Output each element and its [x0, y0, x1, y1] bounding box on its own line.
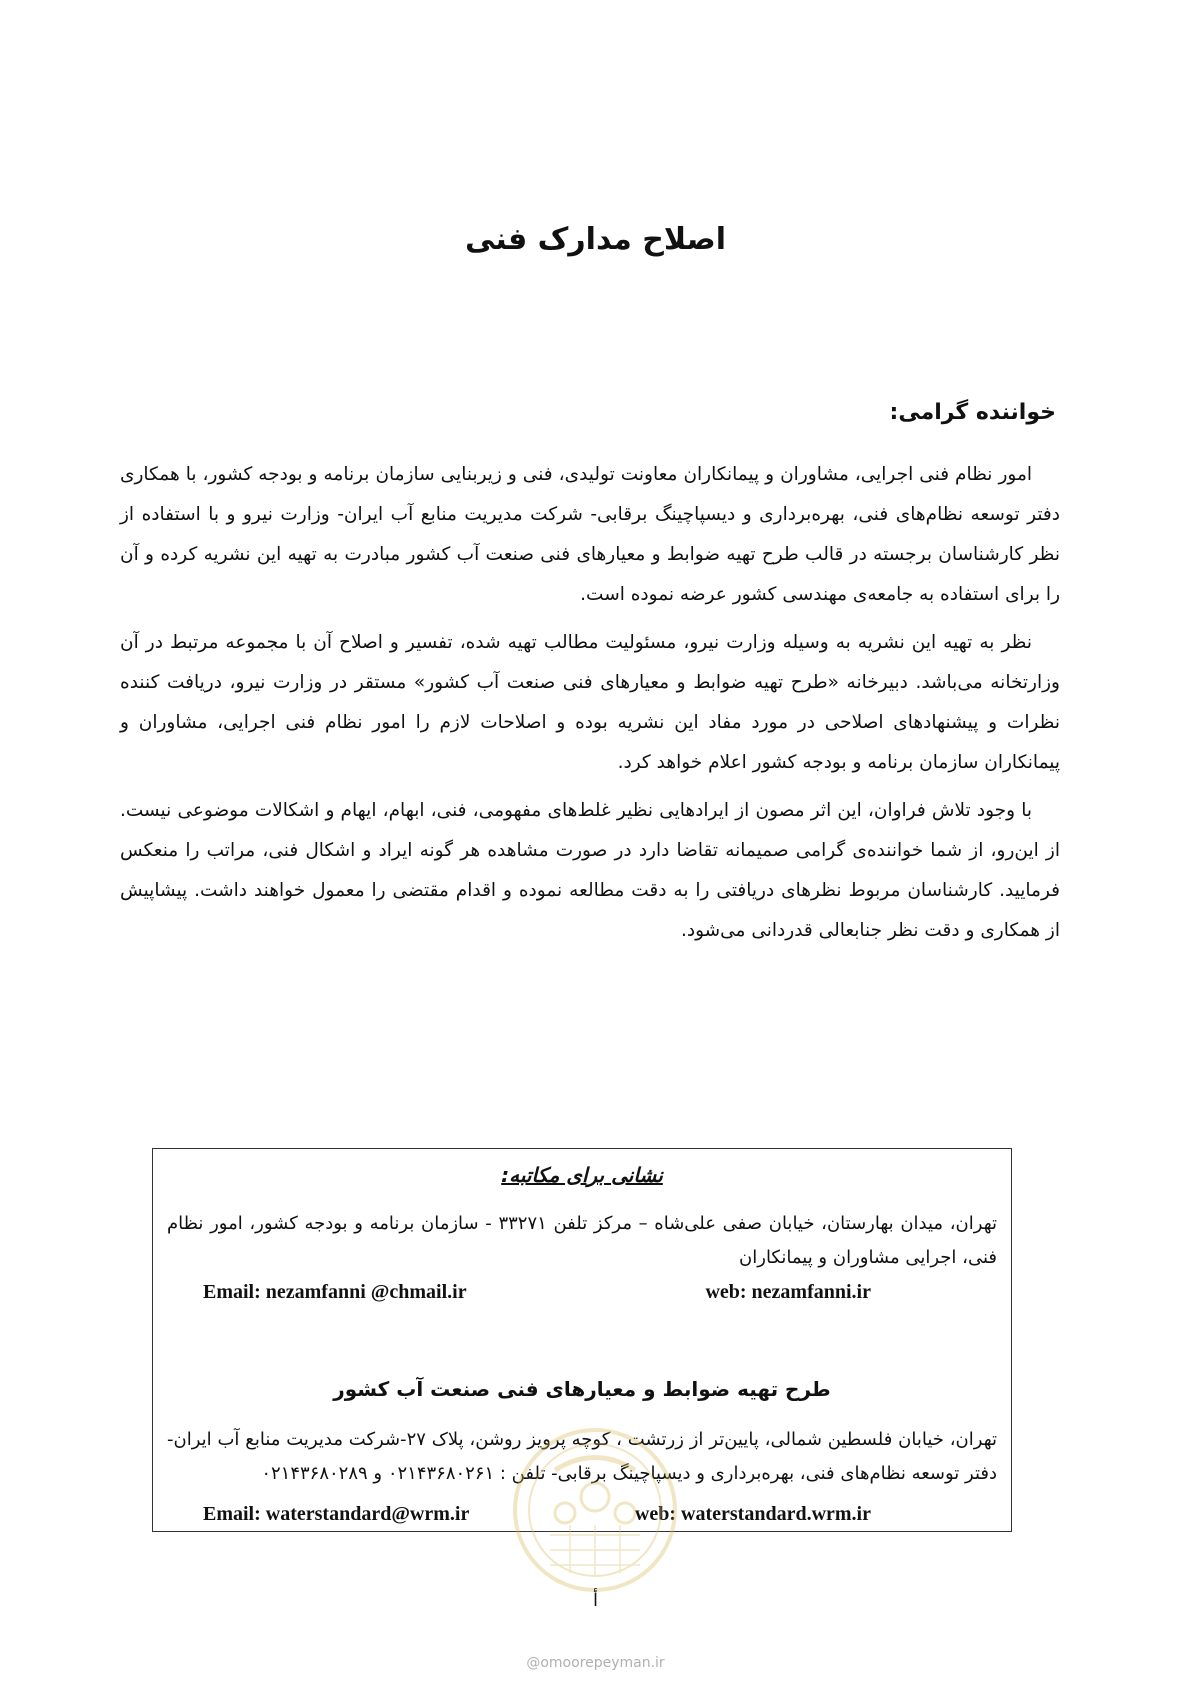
paragraph: نظر به تهیه این نشریه به وسیله وزارت نیرو، مسئولیت مطالب تهیه شده، تفسیر و اصلاح آن با مجموعه مرتبط در آن وزارتخانه می‌باشد. دبیرخانه «طرح تهیه ضوابط و معیارهای فنی صنعت آب کشور» مستقر در وزارت نیرو، دریافت کننده نظرات و پیشنهادهای اصلاحی در مورد مفاد این نشریه بوده و اصلاحات لازم را امور نظام فنی اجرایی، مشاوران و پیمانکاران سازمان برنامه و بودجه کشور اعلام خواهد کرد. [120, 632, 1060, 773]
email-1: Email: nezamfanni @chmail.ir [203, 1281, 467, 1303]
contact-links-1 [193, 1281, 971, 1311]
contact-address-2: تهران، خیابان فلسطین شمالی، پایین‌تر از زرتشت ، کوچه پرویز روشن، پلاک ۲۷-شرکت مدیریت منابع آب ایران- دفتر توسعه نظام‌های فنی، بهره‌برداری و دیسپاچینگ برقابی- تلفن : ۰۲۱۴۳۶۸۰۲۶۱ و ۰۲۱۴۳۶۸۰۲۸۹ [167, 1429, 997, 1484]
paragraph: امور نظام فنی اجرایی، مشاوران و پیمانکاران معاونت تولیدی، فنی و زیربنایی سازمان برنامه و بودجه کشور، با همکاری دفتر توسعه نظام‌های فنی، بهره‌برداری و دیسپاچینگ برقابی- شرکت مدیریت منابع آب ایران- وزارت نیرو و با استفاده از نظر کارشناسان برجسته در قالب طرح تهیه ضوابط و معیارهای فنی صنعت آب کشور مبادرت به تهیه این نشریه کرده و آن را برای استفاده به جامعه‌ی مهندسی کشور عرضه نموده است. [120, 464, 1060, 605]
seal-watermark-icon [510, 1425, 680, 1595]
web-1: web: nezamfanni.ir [705, 1281, 871, 1303]
contact-heading: نشانی برای مکاتبه: [501, 1163, 663, 1187]
site-watermark: @omoorepeyman.ir [526, 1655, 665, 1671]
contact-subheading: طرح تهیه ضوابط و معیارهای فنی صنعت آب کشور [333, 1377, 831, 1401]
web-2: web: waterstandard.wrm.ir [634, 1503, 871, 1525]
body-text [120, 455, 1060, 959]
greeting-heading: خواننده گرامی: [889, 400, 1056, 425]
email-2: Email: waterstandard@wrm.ir [203, 1503, 470, 1525]
page-title: اصلاح مدارک فنی [465, 222, 726, 257]
contact-address-1: تهران، میدان بهارستان، خیابان صفی علی‌شاه – مرکز تلفن ۳۳۲۷۱ - سازمان برنامه و بودجه کشور، امور نظام فنی، اجرایی مشاوران و پیمانکاران [167, 1213, 998, 1268]
paragraph: با وجود تلاش فراوان، این اثر مصون از ایرادهایی نظیر غلط‌های مفهومی، فنی، ابهام، ایهام و اشکالات موضوعی نیست. از این‌رو، از شما خواننده‌ی گرامی صمیمانه تقاضا دارد در صورت مشاهده هر گونه ایراد و اشکال فنی، مراتب را منعکس فرمایید. کارشناسان مربوط نظرهای دریافتی را به دقت مطالعه نموده و اقدام مقتضی را معمول خواهند داشت. پیشاپیش از همکاری و دقت نظر جنابعالی قدردانی می‌شود. [120, 800, 1060, 941]
page-number: أ [592, 1590, 598, 1611]
